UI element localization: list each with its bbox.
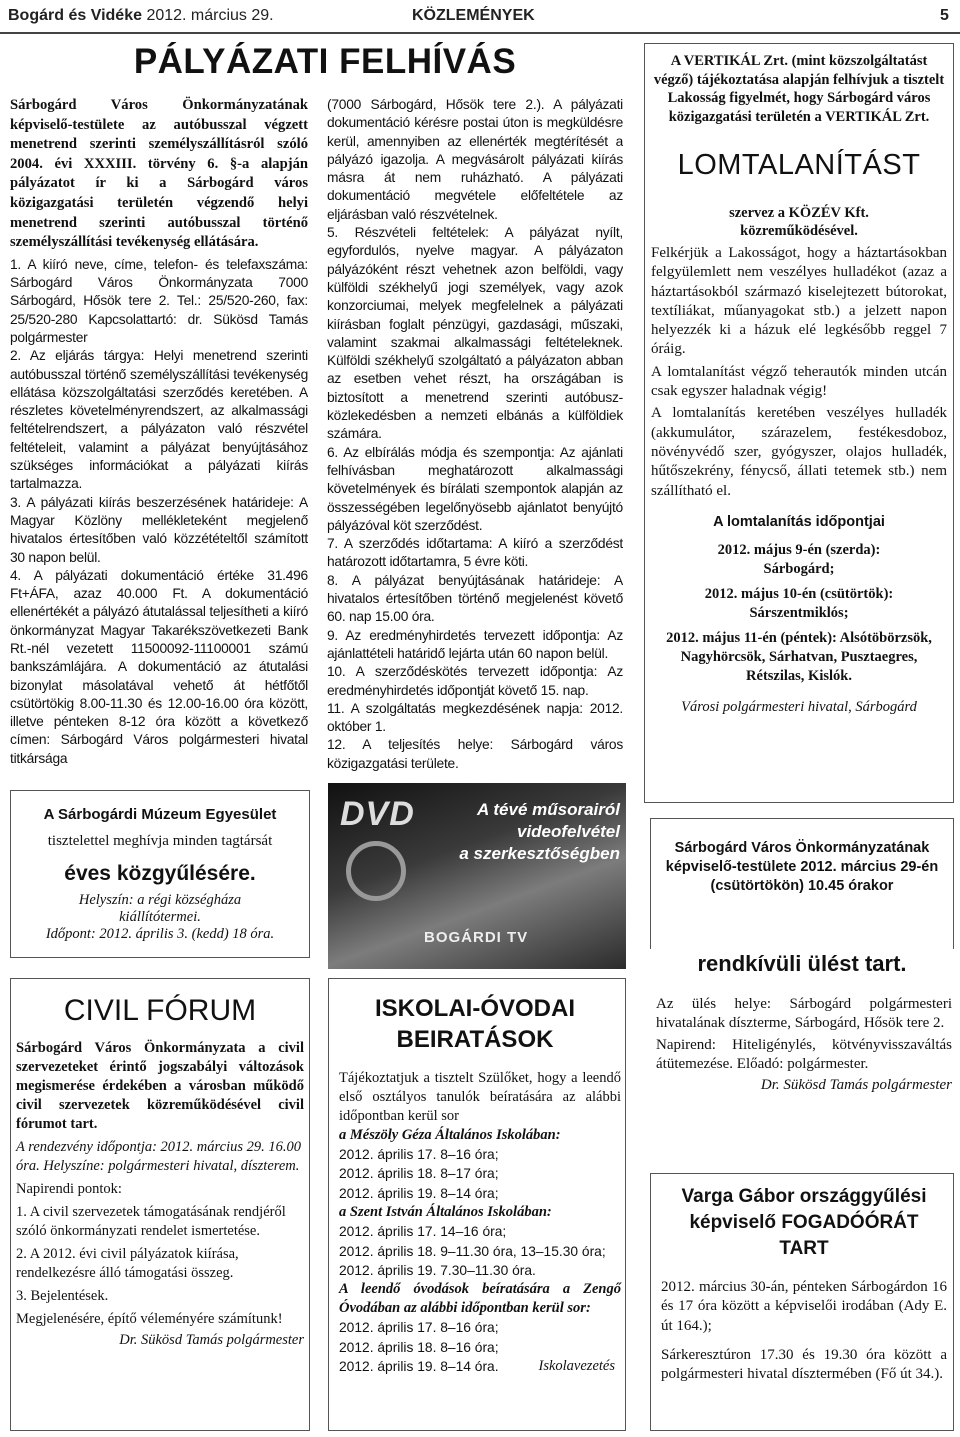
civil-forum-intro: Sárbogárd Város Önkormányzata a civil szervezeteket érintő jogszabályi változások megismerése érdekében a városban működő civil szervezetek közreműködésével civil fórumot tart.: [16, 1040, 304, 1132]
school-1-date: 2012. április 18. 8–17 óra;: [339, 1166, 499, 1182]
tv-line-1: A tévé műsorairól: [477, 800, 620, 819]
civil-forum-notice: [10, 978, 310, 1431]
council-meeting-signature: Dr. Sükösd Tamás polgármester: [760, 1077, 952, 1094]
mp-office-hours-para-1: 2012. március 30-án, pénteken Sárbogárdon 16 és 17 óra között a képviselői irodában (Ady E. út 164.);: [661, 1279, 947, 1334]
school-enrolment-title: ISKOLAI-ÓVODAI BEIRATÁSOK: [374, 995, 575, 1053]
tender-point-3: 3. A pályázati kiírás beszerzésének határideje: A Magyar Közlöny mellékleteként megjelenő hivatalos értesítőben való közzétételtől számított 30 napon belül.: [10, 494, 308, 565]
civil-forum-agenda-title: Napirendi pontok:: [16, 1181, 122, 1197]
kindergarten-dates: [339, 1318, 621, 1376]
tender-intro: Sárbogárd Város Önkormányzatának képviselő-testülete az autóbusszal végzett menetrend szerinti személyszállításról szóló 2004. évi XXXIII. törvény 6. §-a alapján pályázatot ír ki a Sárbogárd város közigazgatási területén végzendő helyi menetrend szerinti autóbusszal történő személyszállítási tevékenység ellátására.: [10, 97, 308, 251]
school-1-dates: [339, 1145, 621, 1203]
bulky-waste-title: LOMTALANÍTÁST: [677, 149, 921, 181]
tender-point-11: 11. A szolgáltatás megkezdésének napja: 2012. október 1.: [327, 700, 623, 735]
museum-time: Időpont: 2012. április 3. (kedd) 18 óra.: [45, 926, 275, 942]
header-section: KÖZLEMÉNYEK: [412, 7, 535, 24]
bulky-waste-para-3: A lomtalanítás keretében veszélyes hulladék (akkumulátor, szárazelem, festékesdoboz, növényvédő szer, gyógyszer, olajos hulladék, hűtőszekrény, fénycső, állati tetemek stb.) nem szállítható el.: [651, 405, 947, 499]
mp-office-hours-title: Varga Gábor országgyűlési képviselő FOGADÓÓRÁT TART: [681, 1186, 927, 1259]
header-page-number: 5: [940, 7, 949, 24]
museum-invitation: [10, 790, 310, 958]
kindergarten-date: 2012. április 17. 8–16 óra;: [339, 1320, 499, 1336]
council-meeting-details: [656, 995, 952, 1145]
school-1-date: 2012. április 19. 8–14 óra;: [339, 1185, 499, 1201]
tender-point-1: 1. A kiíró neve, címe, telefon- és telefaxszáma: Sárbogárd Város Önkormányzata 7000 Sárbogárd, Hősök tere 2. Tel.: 25/520-260, fax: 25/520-280 Kapcsolattartó: dr. Sükösd Tamás polgármester: [10, 256, 308, 345]
school-1-date: 2012. április 17. 8–16 óra;: [339, 1147, 499, 1162]
school-2-date: 2012. április 18. 9–11.30 óra, 13–15.30 óra;: [339, 1243, 606, 1259]
civil-forum-when: A rendezvény időpontja: 2012. március 29. 16.00 óra. Helyszíne: polgármesteri hivatal, díszterem.: [16, 1139, 301, 1174]
school-2-name: a Szent István Általános Iskolában:: [339, 1204, 552, 1221]
museum-event: éves közgyűlésére.: [64, 862, 256, 885]
school-2-dates: [339, 1222, 621, 1280]
school-enrolment-notice: [328, 978, 626, 1431]
school-1-name: a Mészöly Géza Általános Iskolában:: [339, 1127, 561, 1143]
kindergarten-date: 2012. április 18. 8–16 óra;: [339, 1339, 499, 1355]
museum-place: Helyszín: a régi községháza kiállítótermei.: [78, 892, 242, 925]
bulky-waste-para-2: A lomtalanítást végző teherautók minden utcán csak egyszer haladnak végig!: [651, 363, 947, 400]
tender-column-1: [10, 96, 308, 776]
tender-point-9: 9. Az eredményhirdetés tervezett időpontja: Az ajánlattételi határidő lejárta után 60 napon belül.: [327, 627, 623, 661]
tender-column-2: [327, 96, 623, 776]
council-meeting-agenda: Napirend: Hiteligénylés, kötvényvisszaváltás átütemezése. Előadó: polgármester.: [656, 1036, 952, 1072]
bulky-waste-date-3: 2012. május 11-én (péntek): Alsótöbörzsök, Nagyhörcsök, Sárhatvan, Pusztaegres, Rétszilas, Kislók.: [666, 629, 932, 684]
mp-office-hours-notice: [650, 1173, 954, 1431]
council-meeting-notice: [650, 818, 954, 958]
tv-line-3: a szerkesztőségben: [459, 844, 620, 863]
bulky-waste-date-2: 2012. május 10-én (csütörtök): Sárszentmiklós;: [704, 585, 894, 621]
civil-forum-title: CIVIL FÓRUM: [63, 994, 257, 1027]
tender-point-12: 12. A teljesítés helye: Sárbogárd város közigazgatási területe.: [327, 737, 623, 771]
tender-point-8: 8. A pályázat benyújtásának határideje: A hivatalos értesítőben történő megjelenést követő 60. nap 15.00 óra.: [327, 572, 623, 625]
school-enrolment-signature: Iskolavezetés: [538, 1358, 615, 1375]
bulky-waste-dates-title: A lomtalanítás időpontjai: [713, 513, 885, 530]
bulky-waste-date-1: 2012. május 9-én (szerda): Sárbogárd;: [717, 541, 881, 577]
council-meeting-place: Az ülés helye: Sárbogárd polgármesteri hivatalának díszterme, Sárbogárd, Hősök tere 2.: [656, 996, 952, 1032]
kindergarten-date: 2012. április 19. 8–14 óra.: [339, 1359, 499, 1375]
civil-forum-agenda-1: 1. A civil szervezetek támogatásának rendjéről szóló önkormányzati rendelet ismertetése.: [16, 1204, 286, 1239]
tender-point-6: 6. Az elbírálás módja és szempontja: Az ajánlati felhívásban meghatározott alkalmassági követelmények és bírálati szempontok alapján az összességében legelőnyösebb ajánlatot benyújtó pályázóval köt szerződést.: [327, 444, 623, 533]
school-2-date: 2012. április 17. 14–16 óra;: [339, 1224, 507, 1240]
museum-title: A Sárbogárdi Múzeum Egyesület: [43, 806, 277, 823]
council-meeting-title: rendkívüli ülést tart.: [650, 949, 954, 983]
tender-point-10: 10. A szerződéskötés tervezett időpontja: Az eredményhirdetés időpontját követő 15. nap.: [327, 664, 623, 698]
disc-icon: [346, 841, 406, 901]
bulky-waste-para-1: Felkérjük a Lakosságot, hogy a háztartásokban felgyülemlett nem veszélyes hulladékot (azaz a háztartásokból származó kiselejtezett bútorokat, textíliákat, műanyagokat stb.) a jelzett napon helyezzék ki a házuk elé legkésőbb reggel 7 óráig.: [651, 245, 947, 358]
tender-title: PÁLYÁZATI FELHÍVÁS: [133, 42, 517, 81]
tender-point-5: 5. Részvételi feltételek: A pályázat nyílt, egyfordulós, nyelve magyar. A pályázaton pályázóként részt vehetnek azon belföldi, vagy külföldi székhelyű jogi személyek, vagy azok konzorciumai, melyek megfelelnek a pályázati kiírásban foglalt pénzügyi, gazdasági, műszaki, valamint szakmai alkalmassági feltételeknek. Külföldi székhelyű szolgáltató a pályázaton abban az esetben vehet részt, ha országában is biztosított a menetrend szerinti autóbusz-közlekedésben a nemzeti elbánás a külföldiek számára.: [327, 225, 623, 442]
tender-point-4-cont: (7000 Sárbogárd, Hősök tere 2.). A pályázati dokumentáció kérésre postai úton is megküldésre kerül, amennyiben az ellenérték megtérítését a pályázó igazolja. A megvásárolt pályázati kiírás másra át nem ruházható. A pályázati dokumentáció megvétele előfeltétele az eljárásban való részvételnek.: [327, 97, 623, 222]
bulky-waste-notice: [644, 43, 954, 803]
tender-point-2: 2. Az eljárás tárgya: Helyi menetrend szerinti autóbusszal történő személyszállítási tevékenység ellátása közszolgáltatási szerződés keretében. A részletes követelményrendszert, az alkalmassági feltételrendszert, a pályázaton való részvétel feltételeit, valamint a pályázat benyújtásához szükséges információkat a pályázati kiírás tartalmazza.: [10, 348, 308, 492]
tv-line-2: videofelvétel: [517, 822, 620, 841]
civil-forum-signature: Dr. Sükösd Tamás polgármester: [119, 1332, 304, 1348]
civil-forum-agenda-3: 3. Bejelentések.: [16, 1288, 109, 1304]
header-rule: [0, 32, 960, 34]
civil-forum-agenda-2: 2. A 2012. évi civil pályázatok kiírása, rendelkezésre álló támogatási összeg.: [16, 1246, 239, 1281]
page-header: [0, 0, 960, 34]
bulky-waste-intro: A VERTIKÁL Zrt. (mint közszolgáltatást végző) tájékoztatása alapján felhívjuk a tisztelt Lakosság figyelmét, hogy Sárbogárd város közigazgatási területén a VERTIKÁL Zrt.: [653, 53, 945, 125]
school-enrolment-intro: Tájékoztatjuk a tisztelt Szülőket, hogy a leendő első osztályos tanulók beíratására az alábbi időpontban kerül sor: [339, 1070, 621, 1124]
mp-office-hours-para-2: Sárkeresztúron 17.30 és 19.30 óra között a polgármesteri hivatal dísztermében (Fő út 34.).: [661, 1346, 947, 1383]
council-meeting-intro: Sárbogárd Város Önkormányzatának képviselő-testülete 2012. március 29-én (csütörtökön) 10.45 órakor: [665, 840, 939, 894]
bulky-waste-organizer: szervez a KÖZÉV Kft. közreműködésével.: [729, 205, 869, 239]
bogardi-tv-ad: [328, 783, 626, 969]
bulky-waste-signature: Városi polgármesteri hivatal, Sárbogárd: [681, 698, 917, 715]
tv-brand: BOGÁRDI TV: [424, 929, 529, 946]
dvd-logo: DVD: [340, 795, 415, 833]
tender-point-4: 4. A pályázati dokumentáció értéke 31.496 Ft+ÁFA, azaz 40.000 Ft. A dokumentáció ellenértékét a pályázó átutalással teljesítheti a kiíró önkormányzat Magyar Takarékszövetkezeti Bank Rt.-nél vezetett 11500092-11100001 számú bankszámlájára. A dokumentáció az átutalási bizonylat másolatával vehető át hétfőtől csütörtökig 8.00-11.30 és 12.00-16.00 óra között, illetve pénteken 8-12 óra között a következő címen: Sárbogárd Város polgármesteri hivatal titkársága: [10, 567, 308, 766]
civil-forum-closing: Megjelenésére, építő véleményére számítunk!: [16, 1311, 283, 1327]
kindergarten-name: A leendő óvodások beíratására a Zengő Óvodában az alábbi időpontban kerül sor:: [339, 1281, 621, 1317]
header-paper: Bogárd és Vidéke 2012. március 29.: [8, 7, 274, 24]
tender-point-7: 7. A szerződés időtartama: A kiíró a szerződést határozott időtartamra, 5 évre köti.: [327, 536, 623, 570]
school-2-date: 2012. április 19. 7.30–11.30 óra.: [339, 1263, 536, 1279]
museum-invite-line: tisztelettel meghívja minden tagtársát: [47, 833, 273, 849]
